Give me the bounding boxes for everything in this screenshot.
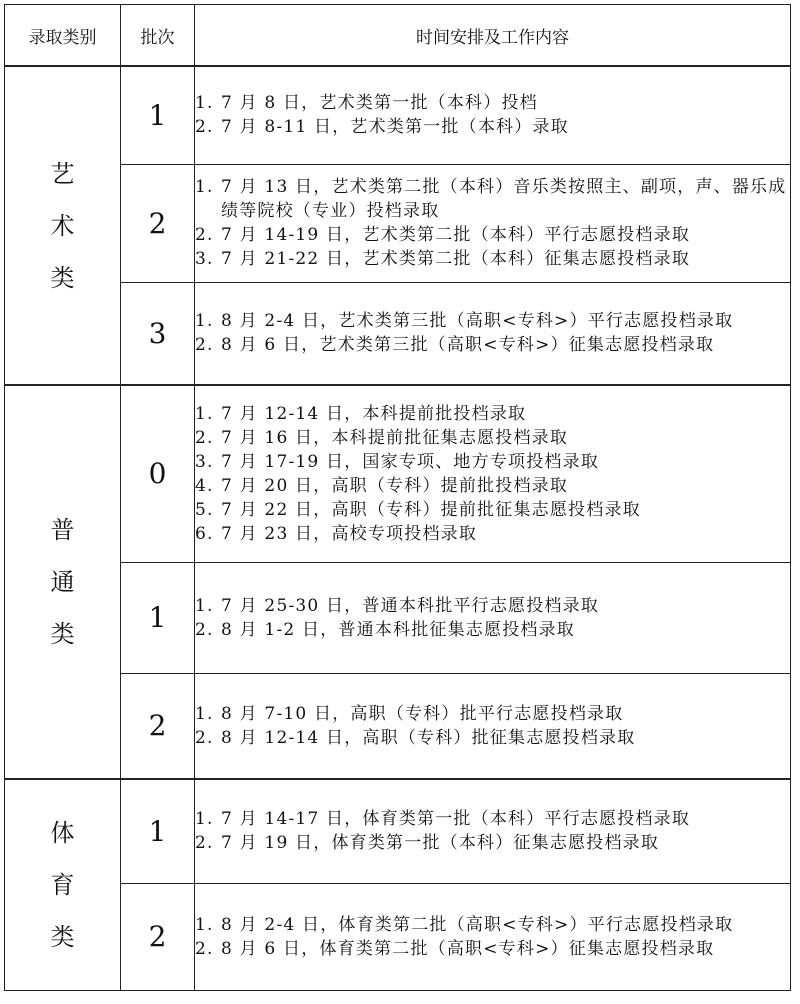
content-cell bbox=[195, 779, 791, 883]
item-number: 2. bbox=[195, 938, 214, 959]
category-cell bbox=[5, 66, 121, 385]
list-item bbox=[195, 807, 790, 831]
table-row bbox=[5, 385, 791, 562]
list-item bbox=[195, 831, 790, 855]
category-char: 通 bbox=[50, 568, 75, 596]
list-item bbox=[195, 702, 790, 726]
item-text: 7 月 16 日，本科提前批征集志愿投档录取 bbox=[221, 427, 569, 448]
item-text: 8 月 6 日，体育类第二批（高职<专科>）征集志愿投档录取 bbox=[221, 938, 715, 959]
item-text: 7 月 14-19 日，艺术类第二批（本科）平行志愿投档录取 bbox=[221, 225, 691, 245]
list-item bbox=[195, 402, 790, 426]
list-item bbox=[195, 450, 790, 474]
table-row bbox=[5, 883, 791, 990]
category-cell bbox=[5, 385, 121, 779]
table-row bbox=[5, 673, 791, 779]
header-row bbox=[5, 5, 791, 67]
item-number: 1. bbox=[195, 311, 214, 332]
item-number: 1. bbox=[195, 914, 214, 935]
item-text: 8 月 7-10 日，高职（专科）批平行志愿投档录取 bbox=[221, 703, 624, 724]
list-item bbox=[195, 247, 790, 271]
category-char: 普 bbox=[50, 516, 75, 544]
item-number: 1. bbox=[195, 703, 214, 724]
item-number: 2. bbox=[195, 335, 214, 356]
list-item bbox=[195, 91, 790, 115]
item-text: 8 月 12-14 日，高职（专科）批征集志愿投档录取 bbox=[221, 727, 636, 748]
item-number: 1. bbox=[195, 93, 214, 114]
category-char: 艺 bbox=[50, 159, 75, 188]
list-item bbox=[195, 726, 790, 750]
content-cell bbox=[195, 385, 791, 562]
list-item bbox=[195, 913, 790, 937]
content-cell bbox=[195, 282, 791, 385]
content-cell bbox=[195, 562, 791, 673]
item-number: 4. bbox=[195, 475, 214, 496]
item-text: 8 月 2-4 日，艺术类第三批（高职<专科>）平行志愿投档录取 bbox=[221, 311, 734, 332]
list-item bbox=[195, 594, 790, 618]
category-char: 类 bbox=[50, 922, 75, 951]
item-text: 7 月 25-30 日，普通本科批平行志愿投档录取 bbox=[221, 595, 600, 616]
item-number: 1. bbox=[195, 809, 214, 830]
table-row bbox=[5, 66, 791, 164]
batch-cell: 2 bbox=[121, 883, 195, 990]
category-char: 术 bbox=[50, 211, 75, 240]
item-number: 6. bbox=[195, 523, 214, 544]
header-content: 时间安排及工作内容 bbox=[195, 5, 791, 67]
content-cell bbox=[195, 673, 791, 779]
item-text: 7 月 13 日，艺术类第二批（本科）音乐类按照主、副项，声、器乐成绩等院校（专业）投档录取 bbox=[221, 177, 787, 221]
batch-cell: 0 bbox=[121, 385, 195, 562]
item-text: 7 月 22 日，高职（专科）提前批征集志愿投档录取 bbox=[221, 499, 641, 520]
item-text: 7 月 23 日，高校专项投档录取 bbox=[221, 523, 478, 544]
category-char: 育 bbox=[50, 870, 75, 899]
table-row bbox=[5, 164, 791, 282]
batch-cell: 2 bbox=[121, 164, 195, 282]
list-item bbox=[195, 223, 790, 247]
item-text: 7 月 14-17 日，体育类第一批（本科）平行志愿投档录取 bbox=[221, 809, 691, 830]
category-char: 类 bbox=[50, 620, 75, 648]
item-text: 8 月 2-4 日，体育类第二批（高职<专科>）平行志愿投档录取 bbox=[221, 914, 734, 935]
item-number: 1. bbox=[195, 177, 214, 197]
content-cell bbox=[195, 883, 791, 990]
category-char: 类 bbox=[50, 263, 75, 292]
list-item bbox=[195, 498, 790, 522]
list-item bbox=[195, 474, 790, 498]
item-text: 7 月 8 日，艺术类第一批（本科）投档 bbox=[221, 93, 538, 114]
batch-cell: 1 bbox=[121, 66, 195, 164]
item-number: 3. bbox=[195, 249, 214, 269]
batch-cell: 2 bbox=[121, 673, 195, 779]
list-item bbox=[195, 333, 790, 357]
item-number: 2. bbox=[195, 833, 214, 854]
list-item bbox=[195, 175, 790, 223]
item-text: 7 月 19 日，体育类第一批（本科）征集志愿投档录取 bbox=[221, 833, 660, 854]
batch-cell: 3 bbox=[121, 282, 195, 385]
header-category: 录取类别 bbox=[5, 5, 121, 67]
header-batch: 批次 bbox=[121, 5, 195, 67]
item-number: 2. bbox=[195, 619, 214, 640]
item-text: 7 月 17-19 日，国家专项、地方专项投档录取 bbox=[221, 451, 600, 472]
item-number: 1. bbox=[195, 403, 214, 424]
table-row bbox=[5, 779, 791, 883]
item-text: 7 月 12-14 日，本科提前批投档录取 bbox=[221, 403, 527, 424]
item-number: 2. bbox=[195, 225, 214, 245]
table-row bbox=[5, 282, 791, 385]
list-item bbox=[195, 426, 790, 450]
item-text: 7 月 8-11 日，艺术类第一批（本科）录取 bbox=[221, 117, 569, 138]
item-text: 8 月 6 日，艺术类第三批（高职<专科>）征集志愿投档录取 bbox=[221, 335, 715, 356]
batch-cell: 1 bbox=[121, 562, 195, 673]
content-cell bbox=[195, 66, 791, 164]
list-item bbox=[195, 115, 790, 139]
table-row bbox=[5, 562, 791, 673]
list-item bbox=[195, 618, 790, 642]
category-char: 体 bbox=[50, 818, 75, 847]
item-number: 1. bbox=[195, 595, 214, 616]
content-cell bbox=[195, 164, 791, 282]
list-item bbox=[195, 937, 790, 961]
item-text: 7 月 20 日，高职（专科）提前批投档录取 bbox=[221, 475, 569, 496]
item-text: 8 月 1-2 日，普通本科批征集志愿投档录取 bbox=[221, 619, 576, 640]
item-number: 2. bbox=[195, 117, 214, 138]
item-number: 2. bbox=[195, 427, 214, 448]
category-cell bbox=[5, 779, 121, 990]
list-item bbox=[195, 522, 790, 546]
admission-schedule-table bbox=[4, 4, 791, 991]
item-text: 7 月 21-22 日，艺术类第二批（本科）征集志愿投档录取 bbox=[221, 249, 691, 269]
item-number: 2. bbox=[195, 727, 214, 748]
item-number: 3. bbox=[195, 451, 214, 472]
list-item bbox=[195, 309, 790, 333]
item-number: 5. bbox=[195, 499, 214, 520]
batch-cell: 1 bbox=[121, 779, 195, 883]
